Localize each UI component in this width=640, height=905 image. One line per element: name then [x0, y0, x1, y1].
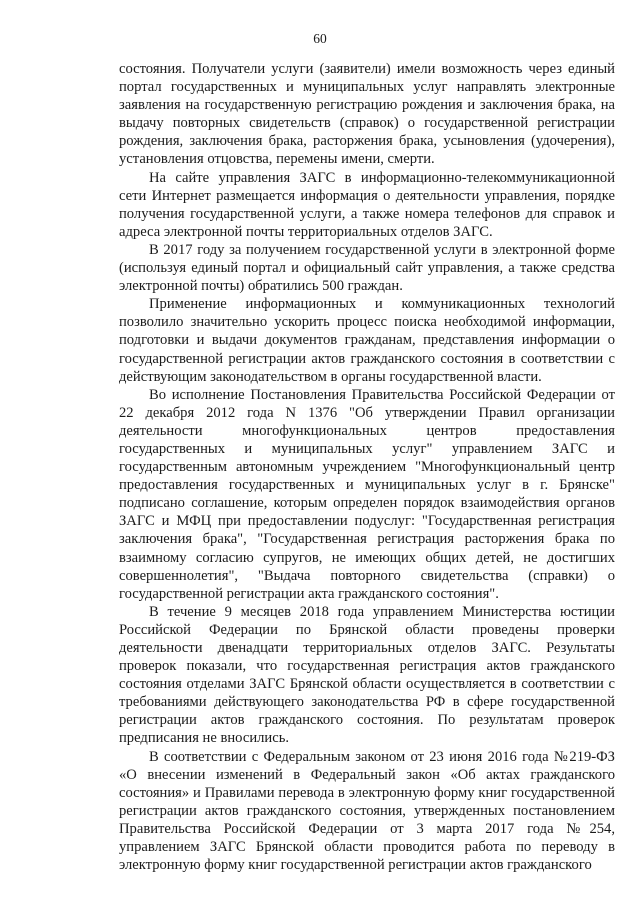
paragraph-mfc-agreement: Во исполнение Постановления Правительства Российской Федерации от 22 декабря 2012 года N 1376 "Об утверждении Правил организации деятельности многофункциональных центров предоставления государственных и муниципальных услуг" управлением ЗАГС и государственным автономным учреждением "Многофункциональный центр предоставления государственных и муниципальных услуг в г. Брянске" подписано соглашение, которым определен порядок взаимодействия органов ЗАГС и МФЦ при предоставлении подуслуг: "Государственная регистрация заключения брака", "Государственная регистрация расторжения брака по взаимному согласию супругов, не имеющих общих детей, не достигших совершеннолетия", "Выдача повторного свидетельства (справки) о государственной регистрации акта гражданского состояния".	[119, 386, 615, 602]
paragraph-electronic-requests: В 2017 году за получением государственной услуги в электронной форме (используя единый портал и официальный сайт управления, а также средства электронной почты) обратились 500 граждан.	[119, 241, 615, 295]
paragraph-inspections: В течение 9 месяцев 2018 года управлением Министерства юстиции Российской Федерации по Брянской области проведены проверки деятельности двенадцати территориальных отделов ЗАГС. Результаты проверок показали, что государственная регистрация актов гражданского состояния отделами ЗАГС Брянской области осуществляется в соответствии с требованиями действующего законодательства РФ в сфере государственной регистрации актов гражданского состояния. По результатам проверок предписания не вносились.	[119, 603, 615, 747]
paragraph-ict-usage: Применение информационных и коммуникационных технологий позволило значительно ускорить процесс поиска необходимой информации, подготовки и выдачи документов гражданам, представления информации о государственной регистрации актов гражданского состояния в соответствии с действующим законодательством в органы государственной власти.	[119, 296, 615, 385]
paragraph-digitization: В соответствии с Федеральным законом от 23 июня 2016 года №219-ФЗ «О внесении изменений в Федеральный закон «Об актах гражданского состояния» и Правилами перевода в электронную форму книг государственной регистрации актов гражданского состояния, утвержденных постановлением Правительства Российской Федерации от 3 марта 2017 года №254, управлением ЗАГС Брянской области проводится работа по переводу в электронную форму книг государственной регистрации актов гражданского	[119, 748, 615, 874]
document-body	[119, 60, 615, 874]
paragraph-website-info: На сайте управления ЗАГС в информационно-телекоммуникационной сети Интернет размещается информация о деятельности управления, порядке получения государственной услуги, а также номера телефонов для справок и адреса электронной почты территориальных отделов ЗАГС.	[119, 169, 615, 240]
page-number: 60	[313, 31, 327, 46]
paragraph-continuation: состояния. Получатели услуги (заявители) имели возможность через единый портал государственных и муниципальных услуг направлять электронные заявления на государственную регистрацию рождения и заключения брака, на выдачу повторных свидетельств (справок) о государственной регистрации рождения, заключения брака, расторжения брака, усыновления (удочерения), установления отцовства, перемены имени, смерти.	[119, 61, 615, 168]
